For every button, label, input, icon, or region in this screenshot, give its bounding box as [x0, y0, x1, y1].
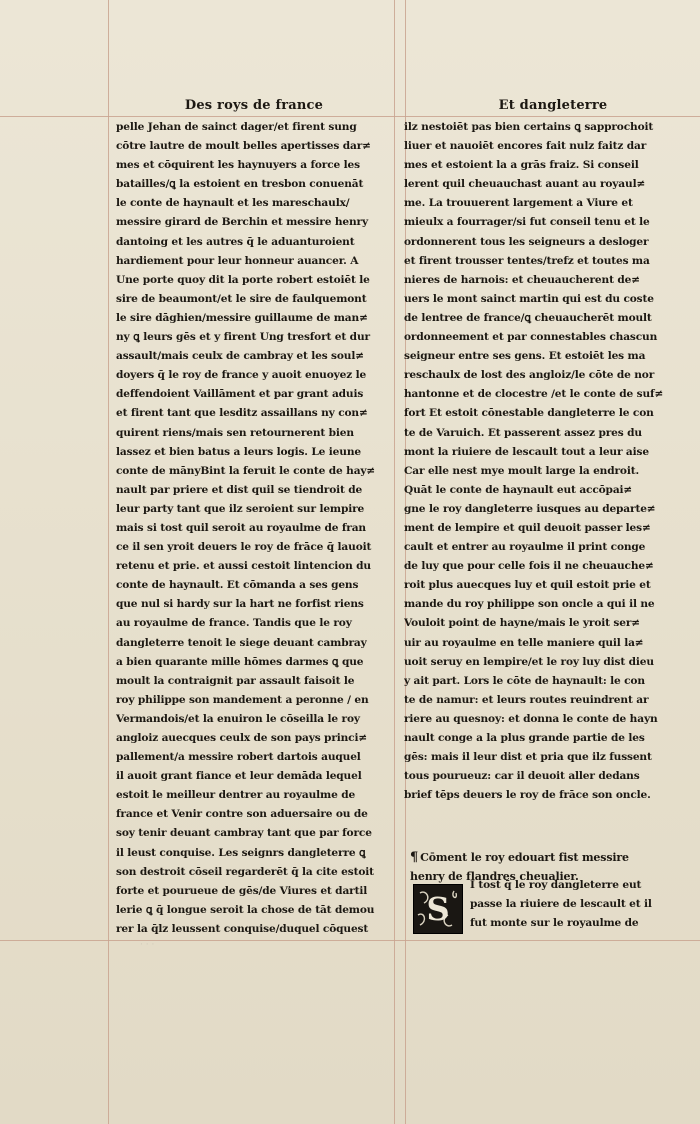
right-column-line: gēs: mais il leur dist et pria que ilz fussent — [404, 751, 652, 764]
right-column-line: riere au quesnoy: et donna le conte de hayn — [404, 712, 658, 725]
left-column-line: batailles/ꝗ la estoient en tresbon conuenāt — [116, 178, 364, 191]
right-column-line: de lentree de france/ꝗ cheuaucherēt moult — [404, 311, 652, 324]
left-column-line: cōtre lautre de moult belles apertisses dar≠ — [116, 140, 371, 153]
gutter-rule-left — [394, 0, 395, 1124]
right-column-line: hantonne et de clocestre /et le conte de suf≠ — [404, 388, 664, 401]
show-through-mark: · · · — [140, 940, 155, 950]
left-margin-rule — [108, 0, 109, 1124]
pilcrow-icon: ¶ — [410, 850, 419, 865]
left-column-line: pelle Jehan de sainct dager/et firent sung — [116, 121, 357, 133]
left-column-line: le conte de haynault et les mareschaulx/ — [116, 197, 350, 210]
right-column-line: ordonneement et par connestables chascun — [404, 331, 658, 344]
left-column-line: assault/mais ceulx de cambray et les soul≠ — [116, 350, 364, 363]
left-column-line: Vermandois/et la enuiron le cōseilla le roy — [116, 712, 360, 725]
left-column-line: le sire dāghien/messire guillaume de man≠ — [116, 311, 368, 324]
left-text-column — [116, 118, 392, 939]
right-column-line: mande du roy philippe son oncle a qui il ne — [404, 598, 655, 611]
left-column-line: soy tenir deuant cambray tant que par force — [116, 827, 372, 840]
right-column-line: roit plus auecques luy et quil estoit prie et — [404, 579, 651, 592]
left-column-line: retenu et prie. et aussi cestoit lintencion du — [116, 560, 371, 573]
left-column-line: dantoing et les autres q̄ le aduanturoient — [116, 235, 355, 248]
right-column-line: Car elle nest mye moult large la endroit. — [404, 464, 639, 477]
left-column-line: ce il sen yroit deuers le roy de frāce q̄ lauoit — [116, 541, 372, 554]
initial-letter: S — [426, 890, 450, 928]
right-column-line: te de namur: et leurs routes reuindrent ar — [404, 693, 649, 706]
right-column-line: Quāt le conte de haynault eut accōpai≠ — [404, 483, 633, 496]
right-column-line: uers le mont sainct martin qui est du coste — [404, 292, 654, 305]
right-column-line: ilz nestoiēt pas bien certains ꝗ sapprochoit — [404, 121, 654, 133]
right-column-line: me. La trouuerent largement a Viure et — [404, 197, 633, 210]
right-column-line: mont la riuiere de lescault tout a leur aise — [404, 445, 649, 458]
left-column-line: messire girard de Berchin et messire henry — [116, 216, 368, 229]
left-column-line: france et Venir contre son aduersaire ou de — [116, 808, 368, 821]
chapter-heading-line-1 — [410, 848, 700, 867]
right-column-line: ordonnerent tous les seigneurs a desloger — [404, 235, 649, 248]
left-column-line: estoit le meilleur dentrer au royaulme de — [116, 789, 356, 802]
left-column-line: que nul si hardy sur la hart ne forfist riens — [116, 598, 364, 611]
left-column-line: il auoit grant fiance et leur demāda lequel — [116, 770, 362, 783]
left-column-line: nault par priere et dist quil se tiendroit de — [116, 483, 363, 496]
left-column-line: conte de haynault. Et cōmanda a ses gens — [116, 579, 359, 592]
chapter-heading-line-2: henry de flandres cheualier. — [410, 870, 579, 884]
left-column-line: et firent tant que lesditz assaillans ny con≠ — [116, 407, 368, 420]
right-column-line: seigneur entre ses gens. Et estoiēt les ma — [404, 350, 646, 363]
right-column-line: gne le roy dangleterre iusques au departe≠ — [404, 502, 656, 515]
right-column-line: brief tēps deuers le roy de frāce son oncle. — [404, 789, 651, 802]
left-column-line: conte de mānyBint la feruit le conte de hay≠ — [116, 464, 376, 477]
bottom-text-rule — [0, 940, 700, 941]
left-column-line: deffendoient Vaillāment et par grant aduis — [116, 388, 364, 401]
chapter-opening-line: fut monte sur le royaulme de — [470, 917, 639, 930]
left-column-line: forte et pourueue de gēs/de Viures et dartil — [116, 884, 368, 897]
decorated-initial — [413, 884, 463, 934]
running-header-left: Des roys de france — [184, 98, 324, 113]
right-column-line: cault et entrer au royaulme il print conge — [404, 541, 646, 554]
right-column-line: tous pourueuz: car il deuoit aller dedans — [404, 770, 640, 783]
left-column-line: hardiement pour leur honneur auancer. A — [116, 254, 359, 267]
right-column-line: nault conge a la plus grande partie de les — [404, 732, 645, 744]
left-column-line: il leust conquise. Les seignrs dangleterre ꝗ — [116, 846, 366, 859]
left-column-line: ny ꝗ leurs gēs et y firent Ung tresfort et dur — [116, 331, 370, 344]
right-column-line: fort Et estoit cōnestable dangleterre le con — [404, 407, 654, 420]
left-column-line: lassez et bien batus a leurs logis. Le ieune — [116, 445, 361, 458]
right-column-line: uoit seruy en lempire/et le roy luy dist dieu — [404, 655, 654, 668]
right-column-line: et firent trousser tentes/trefz et toutes ma — [404, 254, 650, 267]
left-column-line: son destroit cōseil regarderēt q̄ la cite estoit — [116, 865, 374, 878]
left-column-line: rer la q̄lz leussent conquise/duquel cōquest — [116, 922, 369, 935]
left-column-line: au royaulme de france. Tandis que le roy — [116, 617, 352, 630]
right-column-line: te de Varuich. Et passerent assez pres du — [404, 426, 642, 439]
right-text-column — [404, 118, 698, 805]
chapter-opening-line: passe la riuiere de lescault et il — [470, 898, 652, 911]
right-column-line: ment de lempire et quil deuoit passer les≠ — [404, 521, 651, 534]
right-column-line: lerent quil cheuauchast auant au royaul≠ — [404, 178, 646, 191]
left-column-line: quirent riens/mais sen retournerent bien — [116, 426, 354, 439]
right-column-line: reschaulx de lost des angloiz/le cōte de nor — [404, 369, 655, 382]
chapter-heading-text-1: Cōment le roy edouart fist messire — [420, 851, 629, 864]
chapter-opening-line: I tost q̄ le roy dangleterre eut — [470, 879, 642, 891]
left-column-line: mes et cōquirent les haynuyers a force les — [116, 159, 360, 172]
chapter-opening-text — [470, 876, 698, 933]
left-column-line: doyers q̄ le roy de france y auoit enuoyez le — [116, 369, 367, 382]
right-column-line: Vouloit point de hayne/mais le yroit ser≠ — [404, 617, 640, 630]
left-column-line: sire de beaumont/et le sire de faulquemont — [116, 292, 367, 305]
left-column-line: a bien quarante mille hōmes darmes ꝗ que — [116, 655, 364, 668]
left-column-line: moult la contraignit par assault faisoit le — [116, 674, 355, 687]
running-header-right: Et dangleterre — [498, 98, 608, 113]
right-column-line: liuer et nauoiēt encores fait nulz faitz dar — [404, 140, 647, 153]
left-column-line: dangleterre tenoit le siege deuant cambray — [116, 636, 367, 649]
decorated-initial-icon — [414, 885, 462, 933]
right-column-line: de luy que pour celle fois il ne cheuauche≠ — [404, 560, 654, 573]
right-column-line: mieulx a fourrager/si fut conseil tenu et le — [404, 216, 650, 229]
left-column-line: lerie ꝗ q̄ longue seroit la chose de tāt demou — [116, 903, 375, 916]
left-column-line: leur party tant que ilz seroient sur lempire — [116, 502, 365, 515]
right-column-line: mes et estoient la a grās fraiz. Si conseil — [404, 159, 639, 172]
right-column-line: uir au royaulme en telle maniere quil la≠ — [404, 636, 644, 649]
left-column-line: angloiz auecques ceulx de son pays princi≠ — [116, 732, 368, 744]
left-column-line: mais si tost quil seroit au royaulme de fran — [116, 521, 366, 534]
right-column-line: nieres de harnois: et cheuaucherent de≠ — [404, 273, 640, 286]
right-column-line: y ait part. Lors le cōte de haynault: le con — [404, 674, 645, 687]
left-column-line: roy philippe son mandement a peronne / en — [116, 693, 369, 706]
left-column-line: Une porte quoy dit la porte robert estoiēt le — [116, 273, 370, 286]
left-column-line: pallement/a messire robert dartois auquel — [116, 751, 361, 764]
